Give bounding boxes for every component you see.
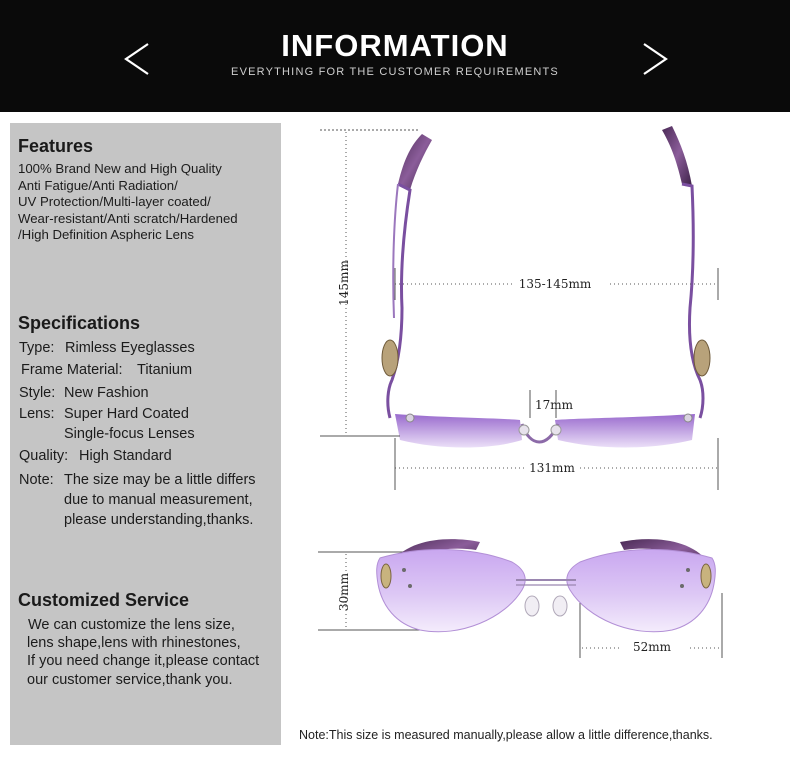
spec-note-value-3: please understanding,thanks.: [64, 512, 254, 528]
spec-frame-label: Frame Material:: [21, 362, 123, 378]
spec-type-label: Type:: [19, 340, 55, 356]
customized-line: our customer service,thank you.: [27, 671, 233, 688]
glasses-diagram: [300, 118, 780, 718]
spec-quality-value: High Standard: [79, 448, 172, 464]
spec-note-value-2: due to manual measurement,: [64, 492, 253, 508]
dim-lens-width: 52mm: [632, 640, 672, 654]
chevron-right-icon[interactable]: [640, 42, 670, 76]
spec-note-label: Note:: [19, 472, 54, 488]
spec-lens-value-1: Super Hard Coated: [64, 406, 189, 422]
spec-lens-label: Lens:: [19, 406, 55, 422]
spec-type-value: Rimless Eyeglasses: [65, 340, 195, 356]
spec-style-label: Style:: [19, 385, 56, 401]
features-line: /High Definition Aspheric Lens: [18, 227, 194, 243]
features-line: 100% Brand New and High Quality: [18, 161, 222, 176]
features-title: Features: [18, 136, 94, 156]
customized-line: If you need change it,please contact: [27, 653, 260, 670]
dim-lens-height: 30mm: [337, 572, 351, 612]
features-line: UV Protection/Multi-layer coated/: [18, 194, 211, 210]
features-list: [18, 161, 238, 244]
dim-frame-width: 131mm: [529, 461, 575, 475]
customized-line: lens shape,lens with rhinestones,: [27, 635, 241, 652]
customized-line: We can customize the lens size,: [28, 617, 235, 633]
dim-temple-length: 145mm: [337, 260, 351, 306]
spec-style-value: New Fashion: [64, 385, 149, 401]
specifications-title: Specifications: [18, 313, 141, 333]
footer-note: Note:This size is measured manually,please allow a little difference,thanks.: [299, 728, 713, 742]
spec-lens-value-2: Single-focus Lenses: [64, 426, 195, 442]
features-line: Anti Fatigue/Anti Radiation/: [18, 177, 178, 193]
spec-note-value-1: The size may be a little differs: [64, 472, 256, 488]
features-line: Wear-resistant/Anti scratch/Hardened: [18, 210, 238, 226]
dim-temple-width: 135-145mm: [518, 277, 592, 291]
spec-quality-label: Quality:: [19, 448, 69, 464]
glasses-front-view: [377, 539, 716, 632]
dim-bridge: 17mm: [534, 398, 574, 412]
spec-frame-value: Titanium: [137, 362, 193, 378]
customized-title: Customized Service: [18, 590, 190, 610]
info-panel: [10, 123, 281, 745]
header-banner: [0, 0, 790, 112]
page-subtitle: EVERYTHING FOR THE CUSTOMER REQUIREMENTS: [231, 66, 559, 78]
customized-list: [28, 616, 259, 689]
page-title: INFORMATION: [281, 28, 509, 63]
